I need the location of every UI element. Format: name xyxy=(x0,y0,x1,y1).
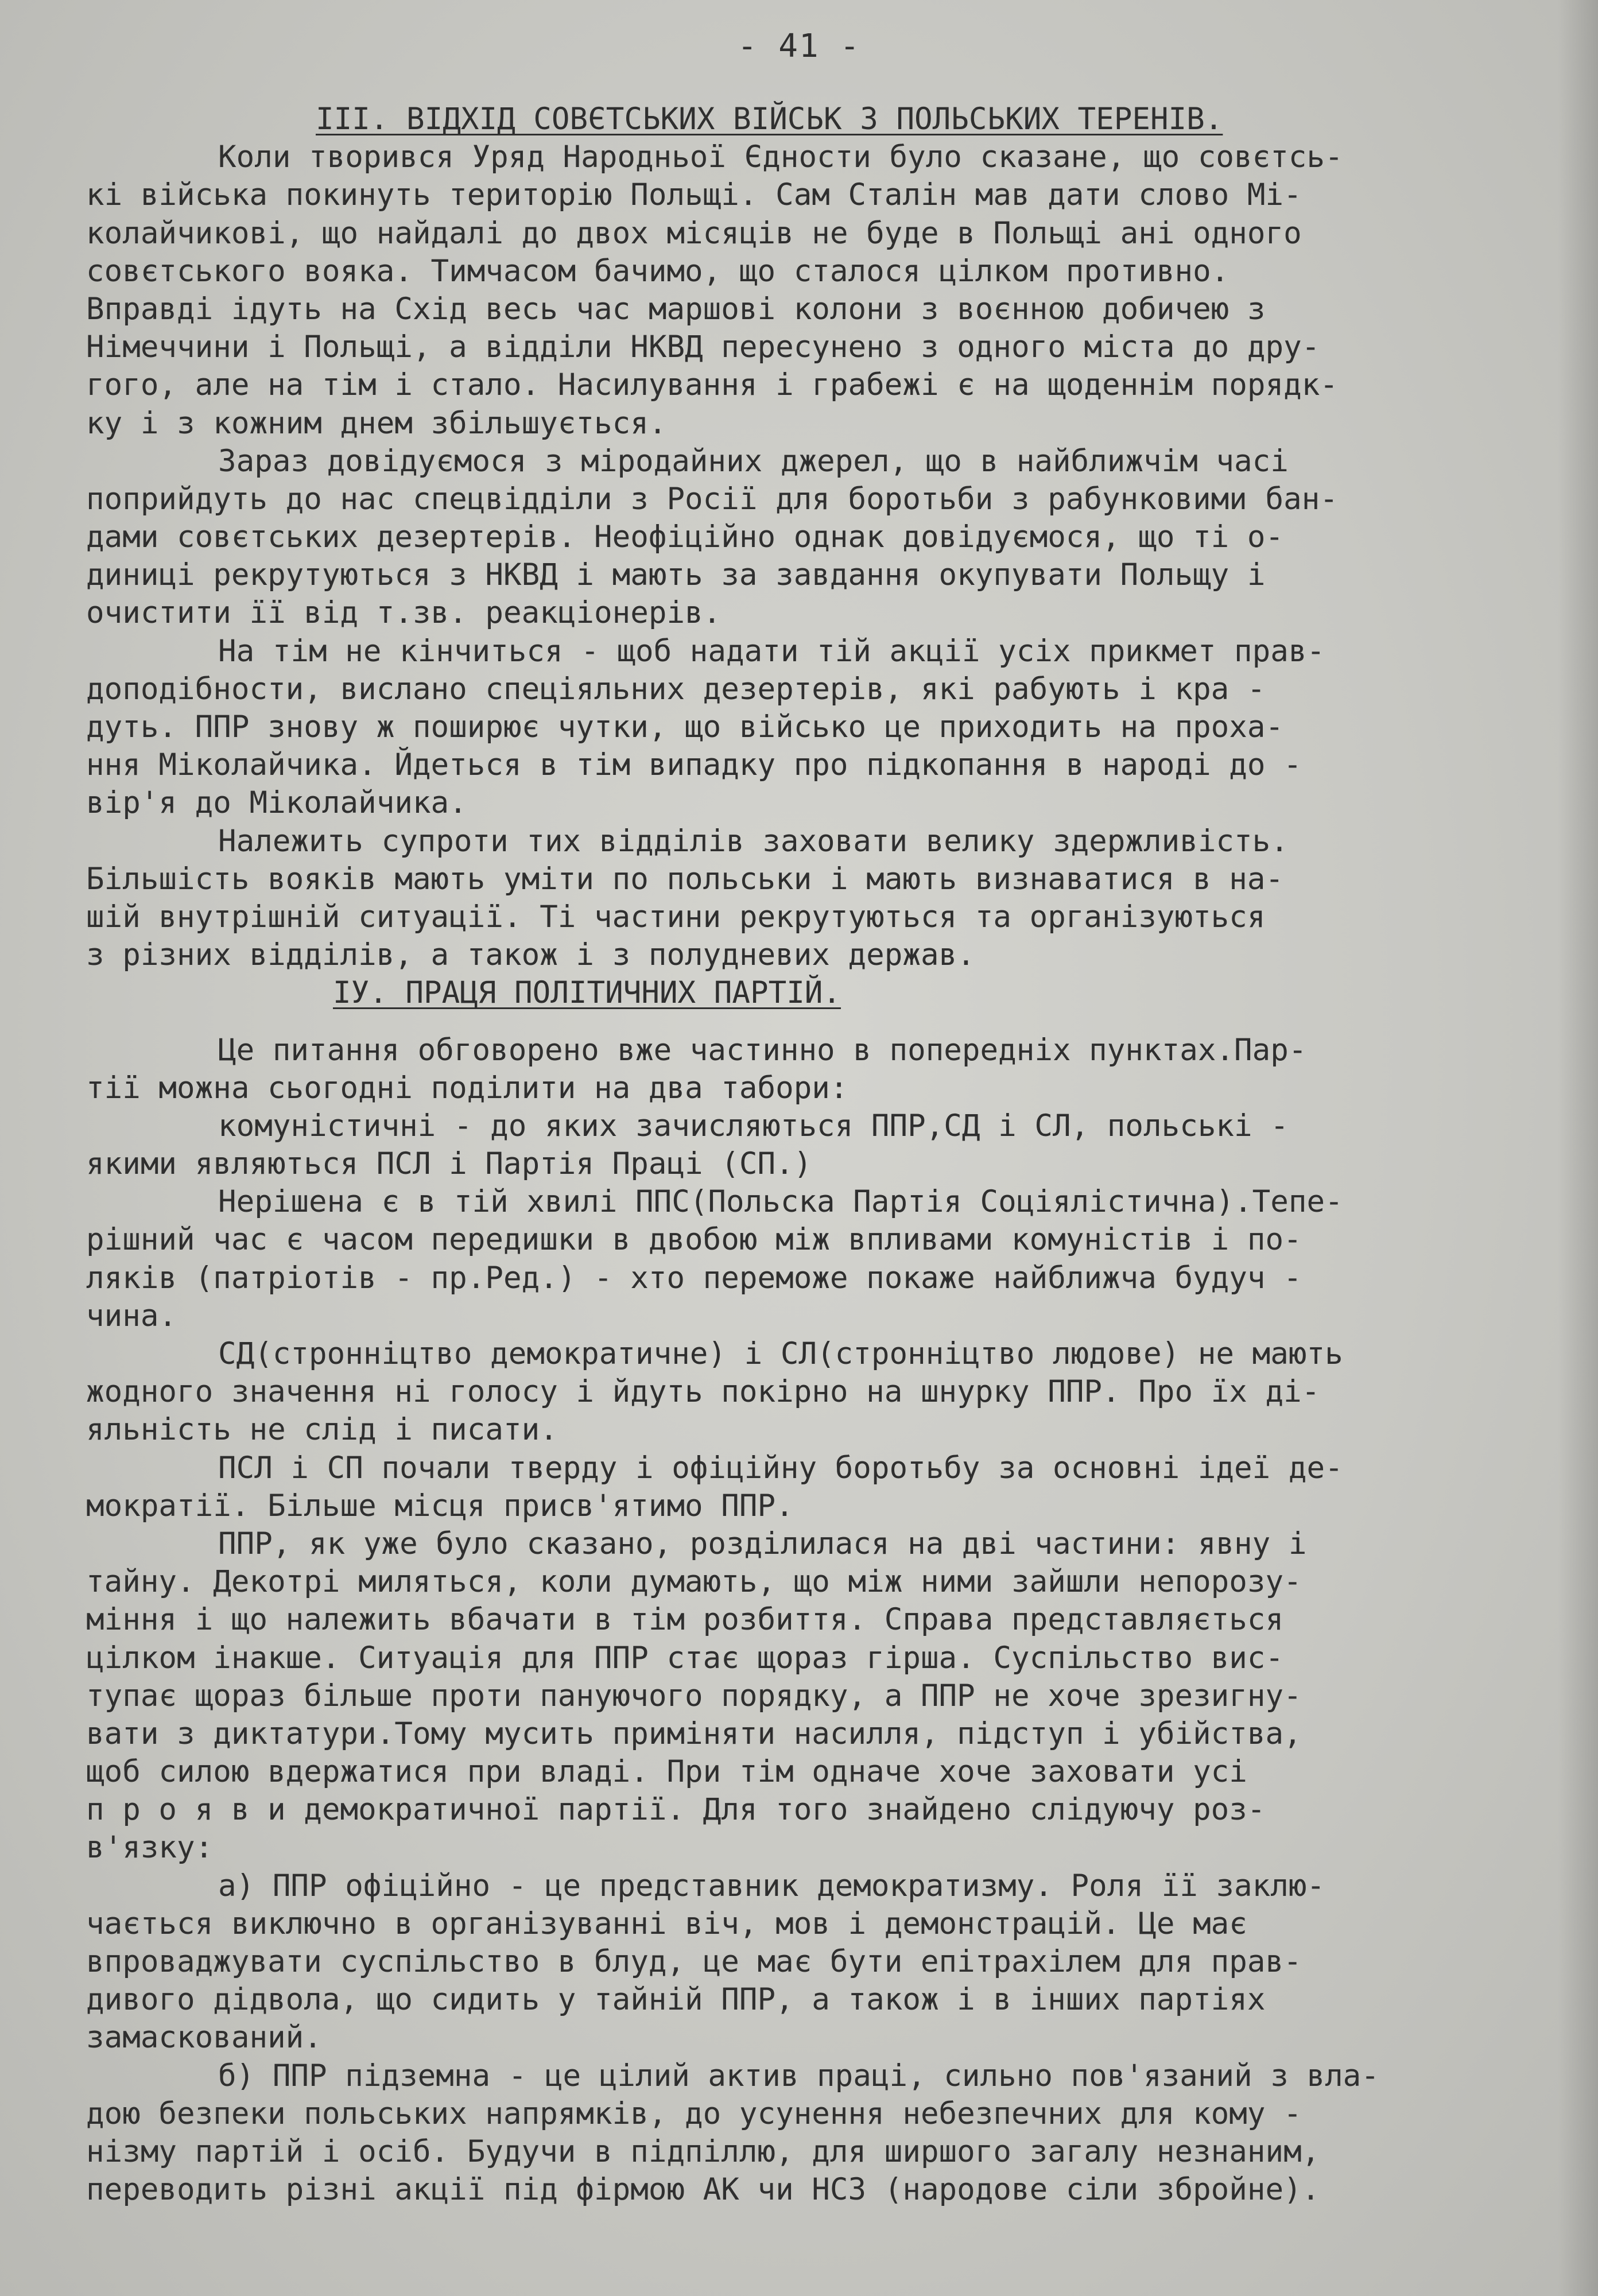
paragraph-line: тайну. Декотрі миляться, коли думають, що між ними зайшли непорозу- xyxy=(86,1564,1302,1600)
paragraph-line: дивого дідвола, що сидить у тайній ППР, а також і в інших партіях xyxy=(86,1982,1266,2018)
paragraph-line: доподібности, вислано спеціяльних дезертерів, які рабують і кра - xyxy=(86,671,1266,707)
paragraph-line: комуністичні - до яких зачисляються ППР,СД і СЛ, польські - xyxy=(218,1108,1289,1143)
document-body xyxy=(86,100,1556,2209)
paragraph-line: Більшість вояків мають уміти по польськи і мають визнаватися в на- xyxy=(86,861,1284,897)
paragraph-line: поприйдуть до нас спецвідділи з Росії для боротьби з рабунковими бан- xyxy=(86,481,1338,517)
paragraph-line: вір'я до Міколайчика. xyxy=(86,785,467,821)
paragraph-line: дою безпеки польських напрямків, до усунення небезпечних для кому - xyxy=(86,2096,1302,2131)
paragraph-line: ПСЛ і СП почали тверду і офіційну боротьбу за основні ідеї де- xyxy=(218,1450,1343,1486)
paragraph-line: Вправді ідуть на Схід весь час маршові колони з воєнною добичею з xyxy=(86,291,1266,327)
paragraph-line: жодного значення ні голосу і йдуть покірно на шнурку ППР. Про їх ді- xyxy=(86,1374,1320,1410)
paragraph-line: Належить супроти тих відділів заховати велику здержливість. xyxy=(218,823,1289,859)
paragraph-line: цілком інакше. Ситуація для ППР стає щораз гірша. Суспільство вис- xyxy=(86,1640,1284,1676)
paragraph-line: п р о я в и демократичної партії. Для того знайдено слідуючу роз- xyxy=(86,1792,1266,1828)
paragraph-line: кі війська покинуть територію Польщі. Сам Сталін мав дати слово Мі- xyxy=(86,177,1302,213)
paragraph-line: ку і з кожним днем збільшується. xyxy=(86,405,667,441)
paragraph-line: совєтського вояка. Тимчасом бачимо, що сталося цілком противно. xyxy=(86,253,1229,289)
paragraph-line: Німеччини і Польщі, а відділи НКВД пересунено з одного міста до дру- xyxy=(86,329,1320,365)
page-edge-shadow xyxy=(1558,0,1598,2296)
paragraph-line: а) ППР офіційно - це представник демократизму. Роля її заклю- xyxy=(218,1868,1325,1903)
paragraph-line: ння Міколайчика. Йдеться в тім випадку про підкопання в народі до - xyxy=(86,747,1302,783)
paragraph-line: замаскований. xyxy=(86,2020,322,2055)
paragraph-line: чається виключно в організуванні віч, мов і демонстрацій. Це має xyxy=(86,1906,1247,1941)
paragraph-line: Коли творився Уряд Народньої Єдности було сказане, що совєтсь- xyxy=(218,139,1343,175)
paragraph-line: дами совєтських дезертерів. Неофіційно однак довідуємося, що ті о- xyxy=(86,519,1284,555)
paragraph-line: рішний час є часом передишки в двобою між впливами комуністів і по- xyxy=(86,1222,1302,1258)
paragraph-line: чина. xyxy=(86,1298,177,1333)
paragraph-line: ППР, як уже було сказано, розділилася на дві частини: явну і xyxy=(218,1526,1307,1561)
paragraph-line: впроваджувати суспільство в блуд, це має бути епітрахілем для прав- xyxy=(86,1944,1302,1979)
paragraph-line: в'язку: xyxy=(86,1830,214,1865)
paragraph-line: нізму партій і осіб. Будучи в підпіллю, для ширшого загалу незнаним, xyxy=(86,2134,1320,2169)
paragraph-line: якими являються ПСЛ і Партія Праці (СП.) xyxy=(86,1146,812,1182)
page-number: - 41 - xyxy=(737,28,861,65)
paragraph-line: Нерішена є в тій хвилі ППС(Польска Партія Соціялістична).Тепе- xyxy=(218,1184,1343,1220)
paragraph-line: диниці рекрутуються з НКВД і мають за завдання окупувати Польщу і xyxy=(86,557,1266,593)
paragraph-line: ляків (патріотів - пр.Ред.) - хто переможе покаже найближча будуч - xyxy=(86,1260,1302,1296)
paragraph-line: дуть. ППР знову ж поширює чутки, що військо це приходить на проха- xyxy=(86,709,1284,744)
paragraph-line: очистити її від т.зв. реакціонерів. xyxy=(86,595,722,631)
section-4-title: ІУ. ПРАЦЯ ПОЛІТИЧНИХ ПАРТІЙ. xyxy=(333,975,841,1011)
paragraph-line: мократії. Більше місця присв'ятимо ППР. xyxy=(86,1488,794,1523)
paragraph-line: яльність не слід і писати. xyxy=(86,1412,558,1448)
paragraph-line: Це питання обговорено вже частинно в попередніх пунктах.Пар- xyxy=(218,1032,1307,1068)
paragraph-line: переводить різні акції під фірмою АК чи НСЗ (народове сіли збройне). xyxy=(86,2172,1320,2208)
paragraph-line: Зараз довідуємося з міродайних джерел, що в найближчім часі xyxy=(218,443,1289,479)
paragraph-line: міння і що належить вбачати в тім розбиття. Справа представляється xyxy=(86,1602,1284,1638)
paragraph-line: б) ППР підземна - це цілий актив праці, сильно пов'язаний з вла- xyxy=(218,2058,1379,2093)
section-3-title: III. ВІДХІД СОВЄТСЬКИХ ВІЙСЬК З ПОЛЬСЬКИХ ТЕРЕНІВ. xyxy=(316,102,1223,137)
paragraph-line: щоб силою вдержатися при владі. При тім одначе хоче заховати усі xyxy=(86,1754,1247,1790)
paragraph-line: СД(стронніцтво демократичне) і СЛ(стронніцтво людове) не мають xyxy=(218,1336,1343,1371)
paragraph-line: тупає щораз більше проти пануючого порядку, а ППР не хоче зрезигну- xyxy=(86,1678,1302,1713)
paragraph-line: колайчикові, що найдалі до двох місяців не буде в Польщі ані одного xyxy=(86,215,1302,251)
paragraph-line: з різних відділів, а також і з полудневих держав. xyxy=(86,937,975,973)
paragraph-line: гого, але на тім і стало. Насилування і грабежі є на щоденнім порядк- xyxy=(86,367,1338,403)
paragraph-line: шій внутрішній ситуації. Ті частини рекрутуються та організуються xyxy=(86,899,1266,934)
paragraph-line: вати з диктатури.Тому мусить приміняти насилля, підступ і убійства, xyxy=(86,1716,1302,1751)
paragraph-line: На тім не кінчиться - щоб надати тій акції усіх прикмет прав- xyxy=(218,633,1325,669)
paragraph-line: тії можна сьогодні поділити на два табори: xyxy=(86,1070,848,1106)
